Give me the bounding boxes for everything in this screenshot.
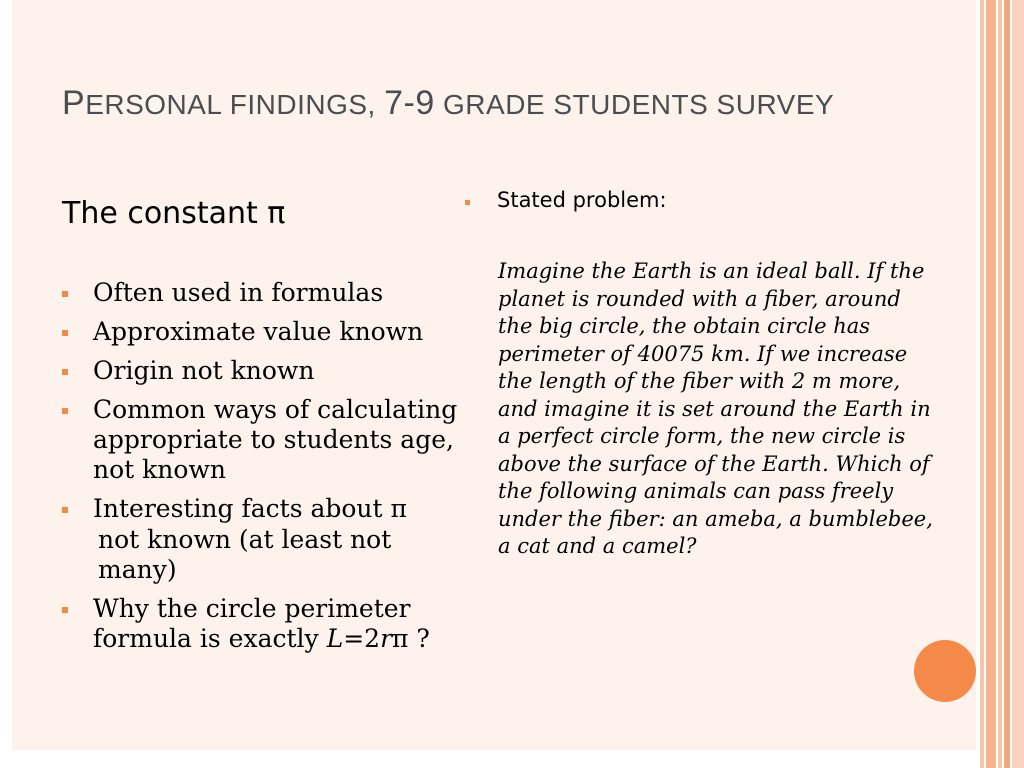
decorative-stripe [980, 0, 984, 768]
bullet-marker [465, 200, 470, 205]
bullet-marker [62, 291, 68, 297]
list-item [62, 356, 462, 386]
slide-title [62, 84, 942, 123]
title-initial: P [62, 84, 86, 122]
list-item-text: Why the circle perimeter formula is exactly [93, 594, 411, 653]
list-item-text: Interesting facts about π [93, 494, 407, 523]
list-item [62, 278, 462, 308]
list-item [62, 594, 462, 654]
decorative-stripe [998, 0, 1002, 768]
list-item-text: Approximate value known [93, 317, 424, 346]
title-tail: GRADE STUDENTS SURVEY [434, 89, 835, 120]
list-item [62, 494, 462, 524]
bullet-marker [62, 330, 68, 336]
list-item-text: Common ways of calculating appropriate to students age, not known [93, 395, 458, 484]
bullet-marker [62, 507, 68, 513]
findings-list [62, 278, 462, 663]
decorative-stripe [1012, 0, 1024, 768]
bullet-marker [62, 607, 68, 613]
list-item-text: Often used in formulas [93, 278, 384, 307]
stated-problem-label: Stated problem: [497, 188, 667, 212]
decorative-stripe [986, 0, 996, 768]
list-item [62, 395, 462, 485]
left-heading: The constant π [62, 196, 286, 231]
bullet-marker [62, 369, 68, 375]
formula-pi: π [392, 624, 409, 653]
formula-variable-l: L [326, 624, 344, 653]
title-rest: ERSONAL FINDINGS, [85, 89, 385, 120]
list-item-continuation [62, 525, 462, 585]
bullet-marker [62, 408, 68, 414]
problem-text: Imagine the Earth is an ideal ball. If the planet is rounded with a fiber, around the big circle, the obtain circle has perimeter of 40075 km. If we increase the length of the fiber with 2 m more, and imagine it is set around the Earth in a perfect circle form, the new circle is above the surface of the Earth. Which of the following animals can pass freely under the fiber: an ameba, a bumblebee, a cat and a camel? [498, 259, 933, 558]
title-number: 7-9 [384, 84, 435, 122]
formula-tail: ? [408, 624, 430, 653]
formula-equals: =2 [343, 624, 381, 653]
decorative-circle [914, 640, 976, 702]
list-item-text: not known (at least not many) [98, 525, 392, 584]
decorative-stripe [1004, 0, 1010, 768]
list-item [62, 317, 462, 347]
list-item-text: Origin not known [93, 356, 315, 385]
formula-variable-r: r [380, 624, 393, 653]
